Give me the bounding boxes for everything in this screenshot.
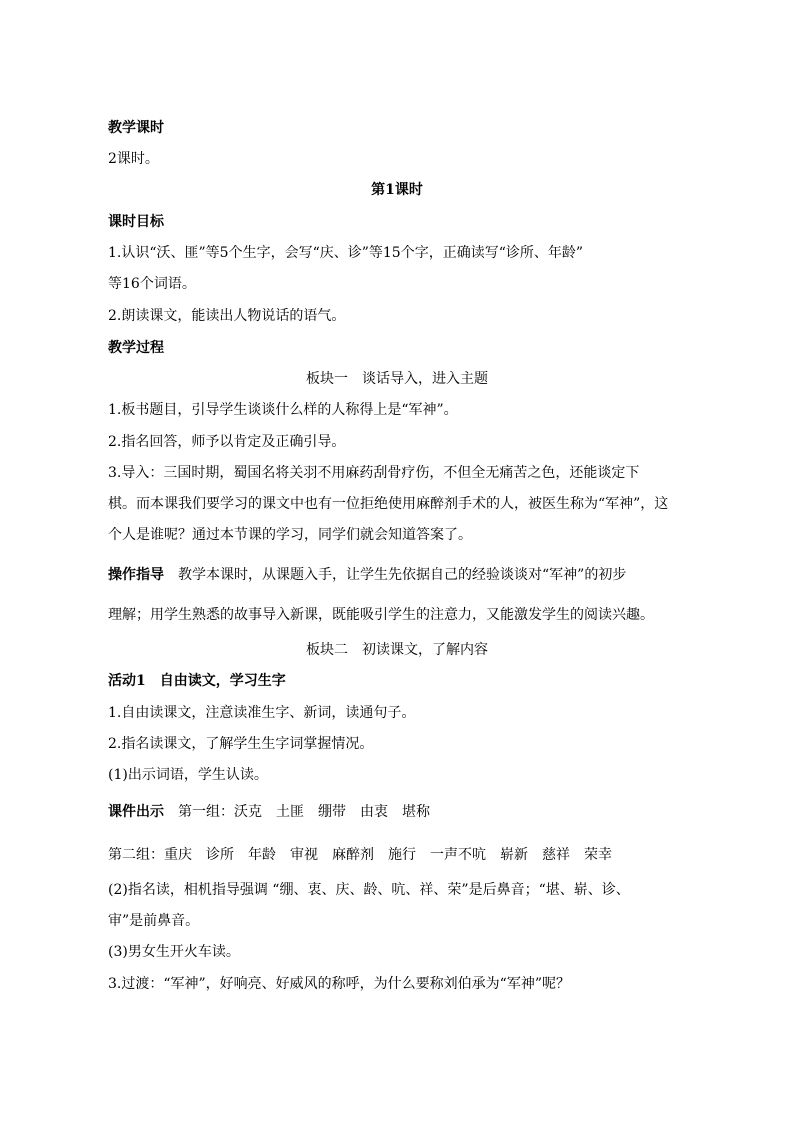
group2-word: 一声不吭: [430, 847, 486, 863]
objective-1-line2: 等16个词语。: [108, 276, 196, 292]
guide-label: 操作指导: [108, 567, 164, 583]
group2-word: 审视: [290, 847, 318, 863]
guide-line2: 理解；用学生熟悉的故事导入新课，既能吸引学生的注意力，又能激发学生的阅读兴趣。: [108, 607, 654, 623]
group2-line: [108, 845, 612, 865]
group2-word: 荣幸: [584, 847, 612, 863]
block2-item3: 3.过渡：“军神”，好响亮、好威风的称呼，为什么要称刘伯承为“军神”呢？: [108, 976, 570, 992]
group2-label: 第二组：: [108, 847, 164, 863]
group1-word: 沃克: [234, 804, 262, 820]
guide-text-1: 教学本课时，从课题入手，让学生先依据自己的经验谈谈对“军神”的初步: [178, 567, 627, 583]
block1-item2: 2.指名回答，师予以肯定及正确引导。: [108, 434, 346, 450]
group2-word: 年龄: [248, 847, 276, 863]
group2-word: 慈祥: [542, 847, 570, 863]
group1-words: [234, 804, 430, 820]
group1-word: 土匪: [276, 804, 304, 820]
heading-teaching-hours: 教学课时: [108, 120, 164, 136]
group1-word: 由衷: [360, 804, 388, 820]
block2-sub3: (3)男女生开火车读。: [108, 944, 240, 960]
heading-objectives: 课时目标: [108, 214, 164, 230]
activity1-title: 活动1 自由读文，学习生字: [108, 673, 286, 689]
block1-item3-line1: 3.导入：三国时期，蜀国名将关羽不用麻药刮骨疗伤，不但全无痛苦之色，还能谈定下: [108, 465, 640, 481]
block2-item2: 2.指名读课文，了解学生生字词掌握情况。: [108, 736, 374, 752]
group2-word: 重庆: [164, 847, 192, 863]
group2-word: 麻醉剂: [332, 847, 374, 863]
group1-word: 堪称: [402, 804, 430, 820]
objective-1-line1: 1.认识“沃、匪”等5个生字，会写“庆、诊”等15个字，正确读写“诊所、年龄”: [108, 245, 584, 261]
group2-word: 施行: [388, 847, 416, 863]
objective-2: 2.朗读课文，能读出人物说话的语气。: [108, 308, 346, 324]
block1-item3-line2: 棋。而本课我们要学习的课文中也有一位拒绝使用麻醉剂手术的人，被医生称为“军神”，这: [108, 496, 669, 512]
block2-item1: 1.自由读课文，注意读准生字、新词，读通句子。: [108, 705, 416, 721]
teaching-hours-value: 2课时。: [108, 151, 159, 167]
block2-sub1: (1)出示词语，学生认读。: [108, 767, 268, 783]
block1-item3-line3: 个人是谁呢？通过本节课的学习，同学们就会知道答案了。: [108, 527, 472, 543]
heading-process: 教学过程: [108, 340, 164, 356]
group1-label: 第一组：: [178, 804, 234, 820]
group2-word: 诊所: [206, 847, 234, 863]
block2-title: 板块二 初读课文，了解内容: [306, 642, 488, 658]
block1-item1: 1.板书题目，引导学生谈谈什么样的人称得上是“军神”。: [108, 402, 458, 418]
group2-words: [164, 847, 612, 863]
group2-word: 崭新: [500, 847, 528, 863]
block1-title: 板块一 谈话导入，进入主题: [306, 371, 488, 387]
guide-line1: [108, 565, 626, 585]
courseware-label: 课件出示: [108, 804, 164, 820]
lesson-title: 第1课时: [371, 182, 423, 198]
group1-word: 绷带: [318, 804, 346, 820]
block2-sub2-line2: 审”是前鼻音。: [108, 913, 200, 929]
block2-sub2-line1: (2)指名读，相机指导强调 “绷、衷、庆、龄、吭、祥、荣”是后鼻音；“堪、崭、诊、: [108, 882, 630, 898]
courseware-group1-line: [108, 802, 430, 822]
